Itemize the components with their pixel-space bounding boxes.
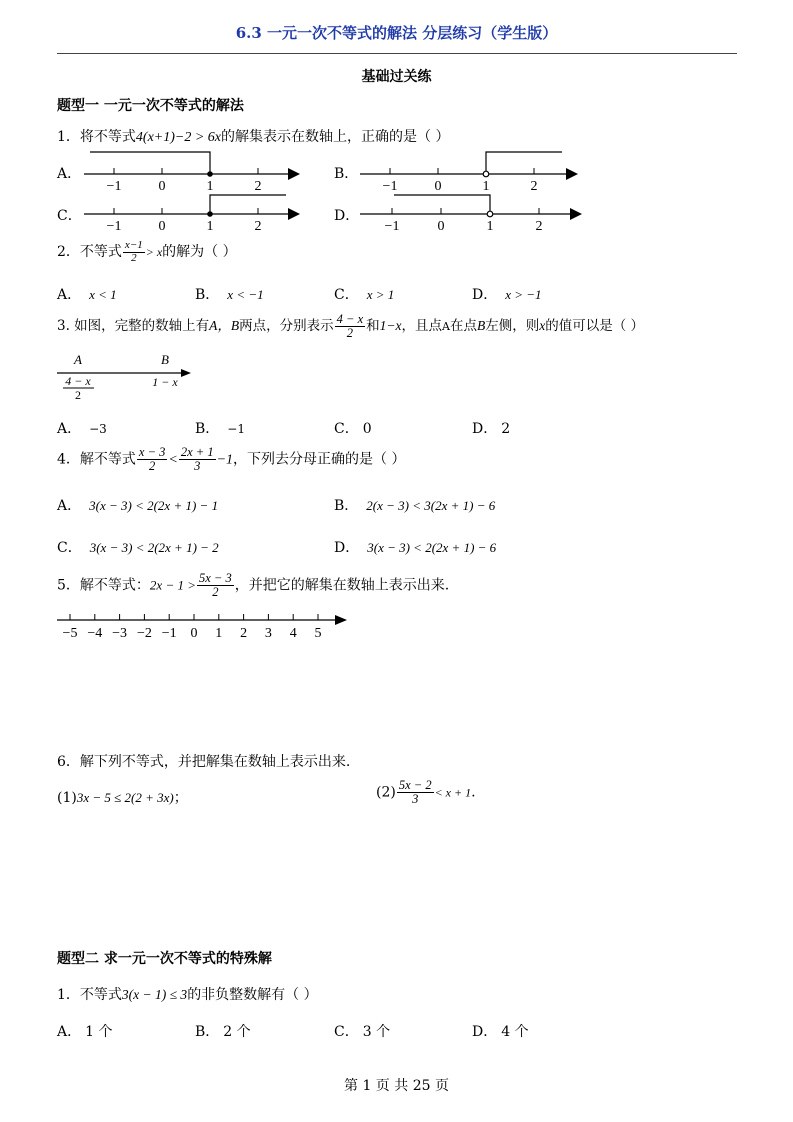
part2-heading: 题型二 求一元一次不等式的特殊解 xyxy=(57,951,272,967)
option-label: B． xyxy=(195,1024,220,1040)
option-label: D． xyxy=(472,287,498,303)
q3-text-a: 3. 如图，完整的数轴上有 xyxy=(57,318,210,335)
q3-stem xyxy=(57,313,644,340)
q2-denominator: 2 xyxy=(131,251,137,264)
q3-text-g: 的值可以是（ ） xyxy=(545,318,645,335)
q5-prefix: 5．解不等式： xyxy=(57,577,150,594)
tick-label: 0 xyxy=(190,626,198,641)
q5-lhs: 2x − 1 > xyxy=(149,577,196,593)
q2-stem xyxy=(57,240,237,264)
tick-label: 3 xyxy=(264,626,272,641)
q3-expr2: 1−x xyxy=(379,318,402,334)
option-label: A． xyxy=(57,498,82,514)
q6-sub1-end: ； xyxy=(173,790,188,806)
p2-q1-prefix: 1．不等式 xyxy=(57,987,122,1003)
q4-option-b xyxy=(334,495,495,515)
q4-suffix: ，下列去分母正确的是（ ） xyxy=(233,451,406,468)
tick-label: −4 xyxy=(87,626,103,641)
option-value: 2(x − 3) < 3(2x + 1) − 6 xyxy=(366,498,496,513)
tick-label: 4 xyxy=(289,626,297,641)
option-label: C． xyxy=(57,540,82,556)
q3-text-d: ，且点 xyxy=(401,318,443,335)
q4-denominator-1: 2 xyxy=(149,459,156,474)
figure-label-b: B xyxy=(161,352,169,367)
tick-label: −1 xyxy=(384,219,400,234)
q6-stem: 6．解下列不等式，并把解集在数轴上表示出来. xyxy=(57,754,351,770)
tick-label: 1 xyxy=(215,626,223,641)
tick-label: −1 xyxy=(161,626,177,641)
option-label: C． xyxy=(334,421,359,437)
q2-option-a xyxy=(57,284,117,304)
q3-fraction xyxy=(335,313,365,340)
tick-label: 2 xyxy=(254,179,262,194)
q2-prefix: 2．不等式 xyxy=(57,244,122,261)
q3-text-e: 在点 xyxy=(449,318,477,335)
option-value: 2 xyxy=(501,421,511,437)
option-label: B． xyxy=(195,287,220,303)
p2-q1-option-c xyxy=(334,1021,390,1041)
q4-stem xyxy=(57,446,406,473)
q6-sub1 xyxy=(57,787,188,807)
tick-label: −1 xyxy=(382,179,398,194)
section-title: 基础过关练 xyxy=(361,69,432,85)
q4-option-a xyxy=(57,495,218,515)
tick-label: 0 xyxy=(437,219,445,234)
option-label: A． xyxy=(57,1024,82,1040)
option-label: C． xyxy=(334,1024,359,1040)
q3-var: x xyxy=(539,318,546,334)
p2-q1-option-d xyxy=(472,1021,529,1041)
option-label: C． xyxy=(334,287,359,303)
option-value: x > −1 xyxy=(505,287,542,302)
tick-label: −5 xyxy=(62,626,78,641)
q5-suffix: ，并把它的解集在数轴上表示出来. xyxy=(234,577,450,594)
tick-label: 2 xyxy=(535,219,543,234)
option-label: D． xyxy=(472,421,498,437)
tick-label: 0 xyxy=(158,219,166,234)
p2-q1-option-b xyxy=(195,1021,251,1041)
q3-option-c xyxy=(334,418,372,438)
q5-numberline xyxy=(57,611,352,646)
q1-option-a-label: A． xyxy=(57,166,82,182)
tick-label: 0 xyxy=(158,179,166,194)
figure-numerator: 4 − x xyxy=(65,374,91,388)
option-value: 3 个 xyxy=(362,1024,391,1040)
option-label: B． xyxy=(334,498,359,514)
q3-option-a xyxy=(57,418,107,438)
q1-option-d-label: D． xyxy=(334,208,360,224)
q6-sub2-relation: < x + 1 xyxy=(434,785,472,800)
q1-option-c-numberline xyxy=(80,191,310,236)
q6-sub2-fraction xyxy=(397,779,434,806)
p2-q1-suffix: 的非负整数解有（ ） xyxy=(187,987,318,1003)
q3-text-f: 左侧，则 xyxy=(485,318,540,335)
q4-fraction-2 xyxy=(179,446,216,473)
tick-label: 1 xyxy=(206,179,214,194)
option-value: x < −1 xyxy=(227,287,264,302)
p2-q1-option-a xyxy=(57,1021,112,1041)
q3-points: A，B xyxy=(209,318,240,334)
p2-q1-expr: 3(x − 1) ≤ 3 xyxy=(121,987,188,1002)
option-value: 4 个 xyxy=(501,1024,529,1040)
q4-tail: −1 xyxy=(216,452,234,468)
option-value: x > 1 xyxy=(366,287,395,302)
option-value: 1 个 xyxy=(85,1024,113,1040)
q4-lt: < xyxy=(168,452,178,468)
q3-figure xyxy=(57,350,197,402)
tick-label: 5 xyxy=(314,626,322,641)
tick-label: −1 xyxy=(106,179,122,194)
option-value: 0 xyxy=(362,421,372,437)
option-value: 3(x − 3) < 2(2x + 1) − 6 xyxy=(367,540,497,555)
q3-numerator: 4 − x xyxy=(336,312,364,326)
tick-label: −1 xyxy=(106,219,122,234)
option-value: 3(x − 3) < 2(2x + 1) − 2 xyxy=(89,540,219,555)
q1-option-b-label: B． xyxy=(334,166,359,182)
tick-label: 0 xyxy=(434,179,442,194)
q5-numerator: 5x − 3 xyxy=(199,571,232,585)
tick-label: 2 xyxy=(254,219,262,234)
option-label: D． xyxy=(472,1024,498,1040)
q4-denominator-2: 3 xyxy=(194,459,201,474)
q2-option-d xyxy=(472,284,542,304)
option-value: −1 xyxy=(227,422,245,436)
q6-sub2-end: . xyxy=(471,784,476,801)
q1-option-a-numberline xyxy=(80,150,310,195)
q3-denominator: 2 xyxy=(346,326,354,341)
q2-option-c xyxy=(334,284,394,304)
header-divider xyxy=(57,53,737,54)
q6-sub2-denominator: 3 xyxy=(412,792,419,807)
q3-point-a: A xyxy=(442,320,450,334)
figure-denominator: 2 xyxy=(75,388,81,402)
tick-label: 2 xyxy=(240,626,248,641)
q2-relation: > x xyxy=(145,245,163,260)
q4-numerator-2: 2x + 1 xyxy=(180,445,214,459)
option-label: A． xyxy=(57,287,82,303)
q1-option-d-numberline xyxy=(356,191,588,236)
q3-text-c: 和 xyxy=(366,318,380,335)
page-footer: 第 1 页 共 25 页 xyxy=(344,1078,449,1094)
q3-text-b: 两点，分别表示 xyxy=(239,318,334,335)
q4-option-d xyxy=(334,537,496,557)
q2-numerator: x−1 xyxy=(124,239,143,251)
tick-label: −3 xyxy=(112,626,128,641)
q6-sub2-numerator: 5x − 2 xyxy=(398,778,432,792)
q1-option-b-numberline xyxy=(356,150,586,195)
q5-ticks xyxy=(63,614,322,641)
option-label: D． xyxy=(334,540,360,556)
option-value: x < 1 xyxy=(89,287,117,302)
part1-heading: 题型一 一元一次不等式的解法 xyxy=(57,98,244,114)
option-label: B． xyxy=(195,421,220,437)
q4-numerator-1: x − 3 xyxy=(138,445,166,459)
q1-suffix: 的解集表示在数轴上，正确的是（ ） xyxy=(221,129,450,145)
q5-denominator: 2 xyxy=(212,585,219,600)
figure-label-a: A xyxy=(74,352,82,367)
option-value: −3 xyxy=(89,422,107,436)
document-title: 6.3 一元一次不等式的解法 分层练习（学生版） xyxy=(235,24,558,42)
q3-option-b xyxy=(195,418,245,438)
q6-sub1-label: (1) xyxy=(57,790,77,806)
q6-sub1-expr: 3x − 5 ≤ 2(2 + 3x) xyxy=(76,790,174,805)
option-value: 3(x − 3) < 2(2x + 1) − 1 xyxy=(89,498,219,513)
q2-suffix: 的解为（ ） xyxy=(162,244,237,261)
tick-label: 1 xyxy=(482,179,490,194)
q3-point-b: B xyxy=(476,318,486,334)
q2-option-b xyxy=(195,284,264,304)
q6-sub2 xyxy=(376,779,476,806)
option-value: 2 个 xyxy=(223,1024,251,1040)
q6-sub2-label: (2) xyxy=(376,784,396,801)
tick-label: 2 xyxy=(530,179,538,194)
option-label: A． xyxy=(57,421,82,437)
q4-fraction-1 xyxy=(137,446,167,473)
q4-prefix: 4．解不等式 xyxy=(57,451,136,468)
tick-label: 1 xyxy=(486,219,494,234)
q2-fraction xyxy=(123,240,145,264)
tick-label: 1 xyxy=(206,219,214,234)
p2-q1-stem xyxy=(57,984,318,1004)
q1-stem xyxy=(57,126,449,146)
q1-prefix: 1．将不等式 xyxy=(57,129,136,145)
figure-expr: 1 − x xyxy=(152,375,178,389)
q1-expression: 4(x+1)−2 > 6x xyxy=(135,130,222,145)
q3-option-d xyxy=(472,418,510,438)
q4-option-c xyxy=(57,537,219,557)
q5-stem xyxy=(57,572,449,599)
tick-label: −2 xyxy=(136,626,152,641)
q1-option-c-label: C． xyxy=(57,208,82,224)
q5-fraction xyxy=(197,572,234,599)
